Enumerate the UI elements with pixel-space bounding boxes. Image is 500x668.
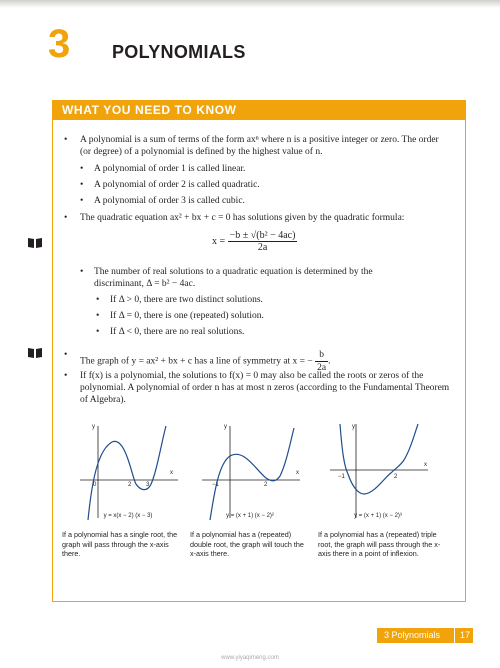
graph1-tick-2: 2 <box>128 482 132 488</box>
panel-header-label: WHAT YOU NEED TO KNOW <box>62 103 237 117</box>
bullet-polynomial-definition: A polynomial is a sum of terms of the form axⁿ where n is a positive integer or zero. The order (or degree) of a polynomial is defined by the highest value of n. <box>80 135 439 157</box>
bullet-dot: • <box>96 311 100 321</box>
formula-lhs: x = <box>212 236 226 247</box>
bullet-dot: • <box>96 327 100 337</box>
bullet-line-of-symmetry: The graph of y = ax² + bx + c has a line of symmetry at x = − $\frac{b}{2a}$ . <box>80 350 331 373</box>
graph2-x-label: x <box>296 470 299 476</box>
cubic-curve <box>210 428 294 520</box>
graph1-tick-0: 0 <box>93 482 97 488</box>
formula-numerator: −b ± √(b² − 4ac) <box>229 230 296 241</box>
graph3-caption: If a polynomial has a (repeated) triple root, the graph will pass through the x-axis there in a point of inflexion. <box>318 530 441 558</box>
symmetry-denominator: 2a <box>317 363 327 373</box>
bullet-linear: A polynomial of order 1 is called linear. <box>94 164 246 174</box>
bullet-no-solutions: If Δ < 0, there are no real solutions. <box>110 327 245 337</box>
graph3-y-label: y <box>352 424 355 430</box>
footer-separator <box>454 628 455 643</box>
page-number: 17 <box>460 630 471 640</box>
bullet-dot: • <box>64 371 68 381</box>
graph2-y-label: y <box>224 424 227 430</box>
bullet-discriminant: The number of real solutions to a quadratic equation is determined by the discriminant, Δ = b² − 4ac. <box>94 267 373 289</box>
graph1-y-label: y <box>92 424 95 430</box>
cubic-curve <box>88 426 166 520</box>
bullet-quadratic-equation: The quadratic equation ax² + bx + c = 0 has solutions given by the quadratic formula: <box>80 213 405 223</box>
graph1-caption: If a polynomial has a single root, the graph will pass through the x-axis there. <box>62 530 178 558</box>
bullet-quadratic: A polynomial of order 2 is called quadratic. <box>94 180 260 190</box>
graph-quartic-triple-root <box>328 420 432 524</box>
symmetry-numerator: b <box>315 349 328 362</box>
graph2-caption: If a polynomial has a (repeated) double root, the graph will touch the x-axis there. <box>190 530 304 558</box>
bullet-dot: • <box>80 180 84 190</box>
graph3-tick-2: 2 <box>394 474 398 480</box>
quartic-curve <box>340 424 418 494</box>
book-icon <box>27 347 43 359</box>
formula-denominator: 2a <box>257 242 268 253</box>
bullet-cubic: A polynomial of order 3 is called cubic. <box>94 196 245 206</box>
graph1-x-label: x <box>170 470 173 476</box>
chapter-number: 3 <box>48 22 71 66</box>
top-gradient-bar <box>0 0 500 8</box>
graph2-tick-2: 2 <box>264 482 268 488</box>
bullet-dot: • <box>80 164 84 174</box>
watermark: www.yiyaqimeng.com <box>221 655 279 661</box>
graph-cubic-double-root <box>200 420 304 524</box>
footer-chapter-title: 3 Polynomials <box>384 630 441 640</box>
graph-cubic-single-roots <box>78 420 182 524</box>
bullet-dot: • <box>80 267 84 277</box>
graph3-x-label: x <box>424 462 427 468</box>
chapter-title: POLYNOMIALS <box>112 42 246 62</box>
quadratic-formula <box>212 230 297 253</box>
panel-header <box>52 100 466 120</box>
graph2-equation: y = (x + 1) (x − 2)² <box>226 513 274 519</box>
symmetry-text: The graph of y = ax² + bx + c has a line of symmetry at x = − <box>80 356 313 367</box>
graph3-tick-neg1: −1 <box>338 474 345 480</box>
bullet-two-solutions: If Δ > 0, there are two distinct solutions. <box>110 295 263 305</box>
bullet-roots-zeros: If f(x) is a polynomial, the solutions to f(x) = 0 may also be called the roots or zeros of the polynomial. A polynomial of order n has at most n zeros (according to the Fundamental Theorem of Algebra). <box>80 371 450 405</box>
graph1-tick-3: 3 <box>146 482 150 488</box>
bullet-one-solution: If Δ = 0, there is one (repeated) solution. <box>110 311 264 321</box>
bullet-dot: • <box>64 213 68 223</box>
graph2-tick-neg1: −1 <box>212 482 219 488</box>
bullet-dot: • <box>64 135 68 145</box>
graph3-equation: y = (x + 1) (x − 2)³ <box>354 513 402 519</box>
bullet-dot: • <box>96 295 100 305</box>
graph1-equation: y = x(x − 2) (x − 3) <box>103 513 153 519</box>
bullet-dot: • <box>80 196 84 206</box>
bullet-dot: • <box>64 350 68 360</box>
book-icon <box>27 237 43 249</box>
